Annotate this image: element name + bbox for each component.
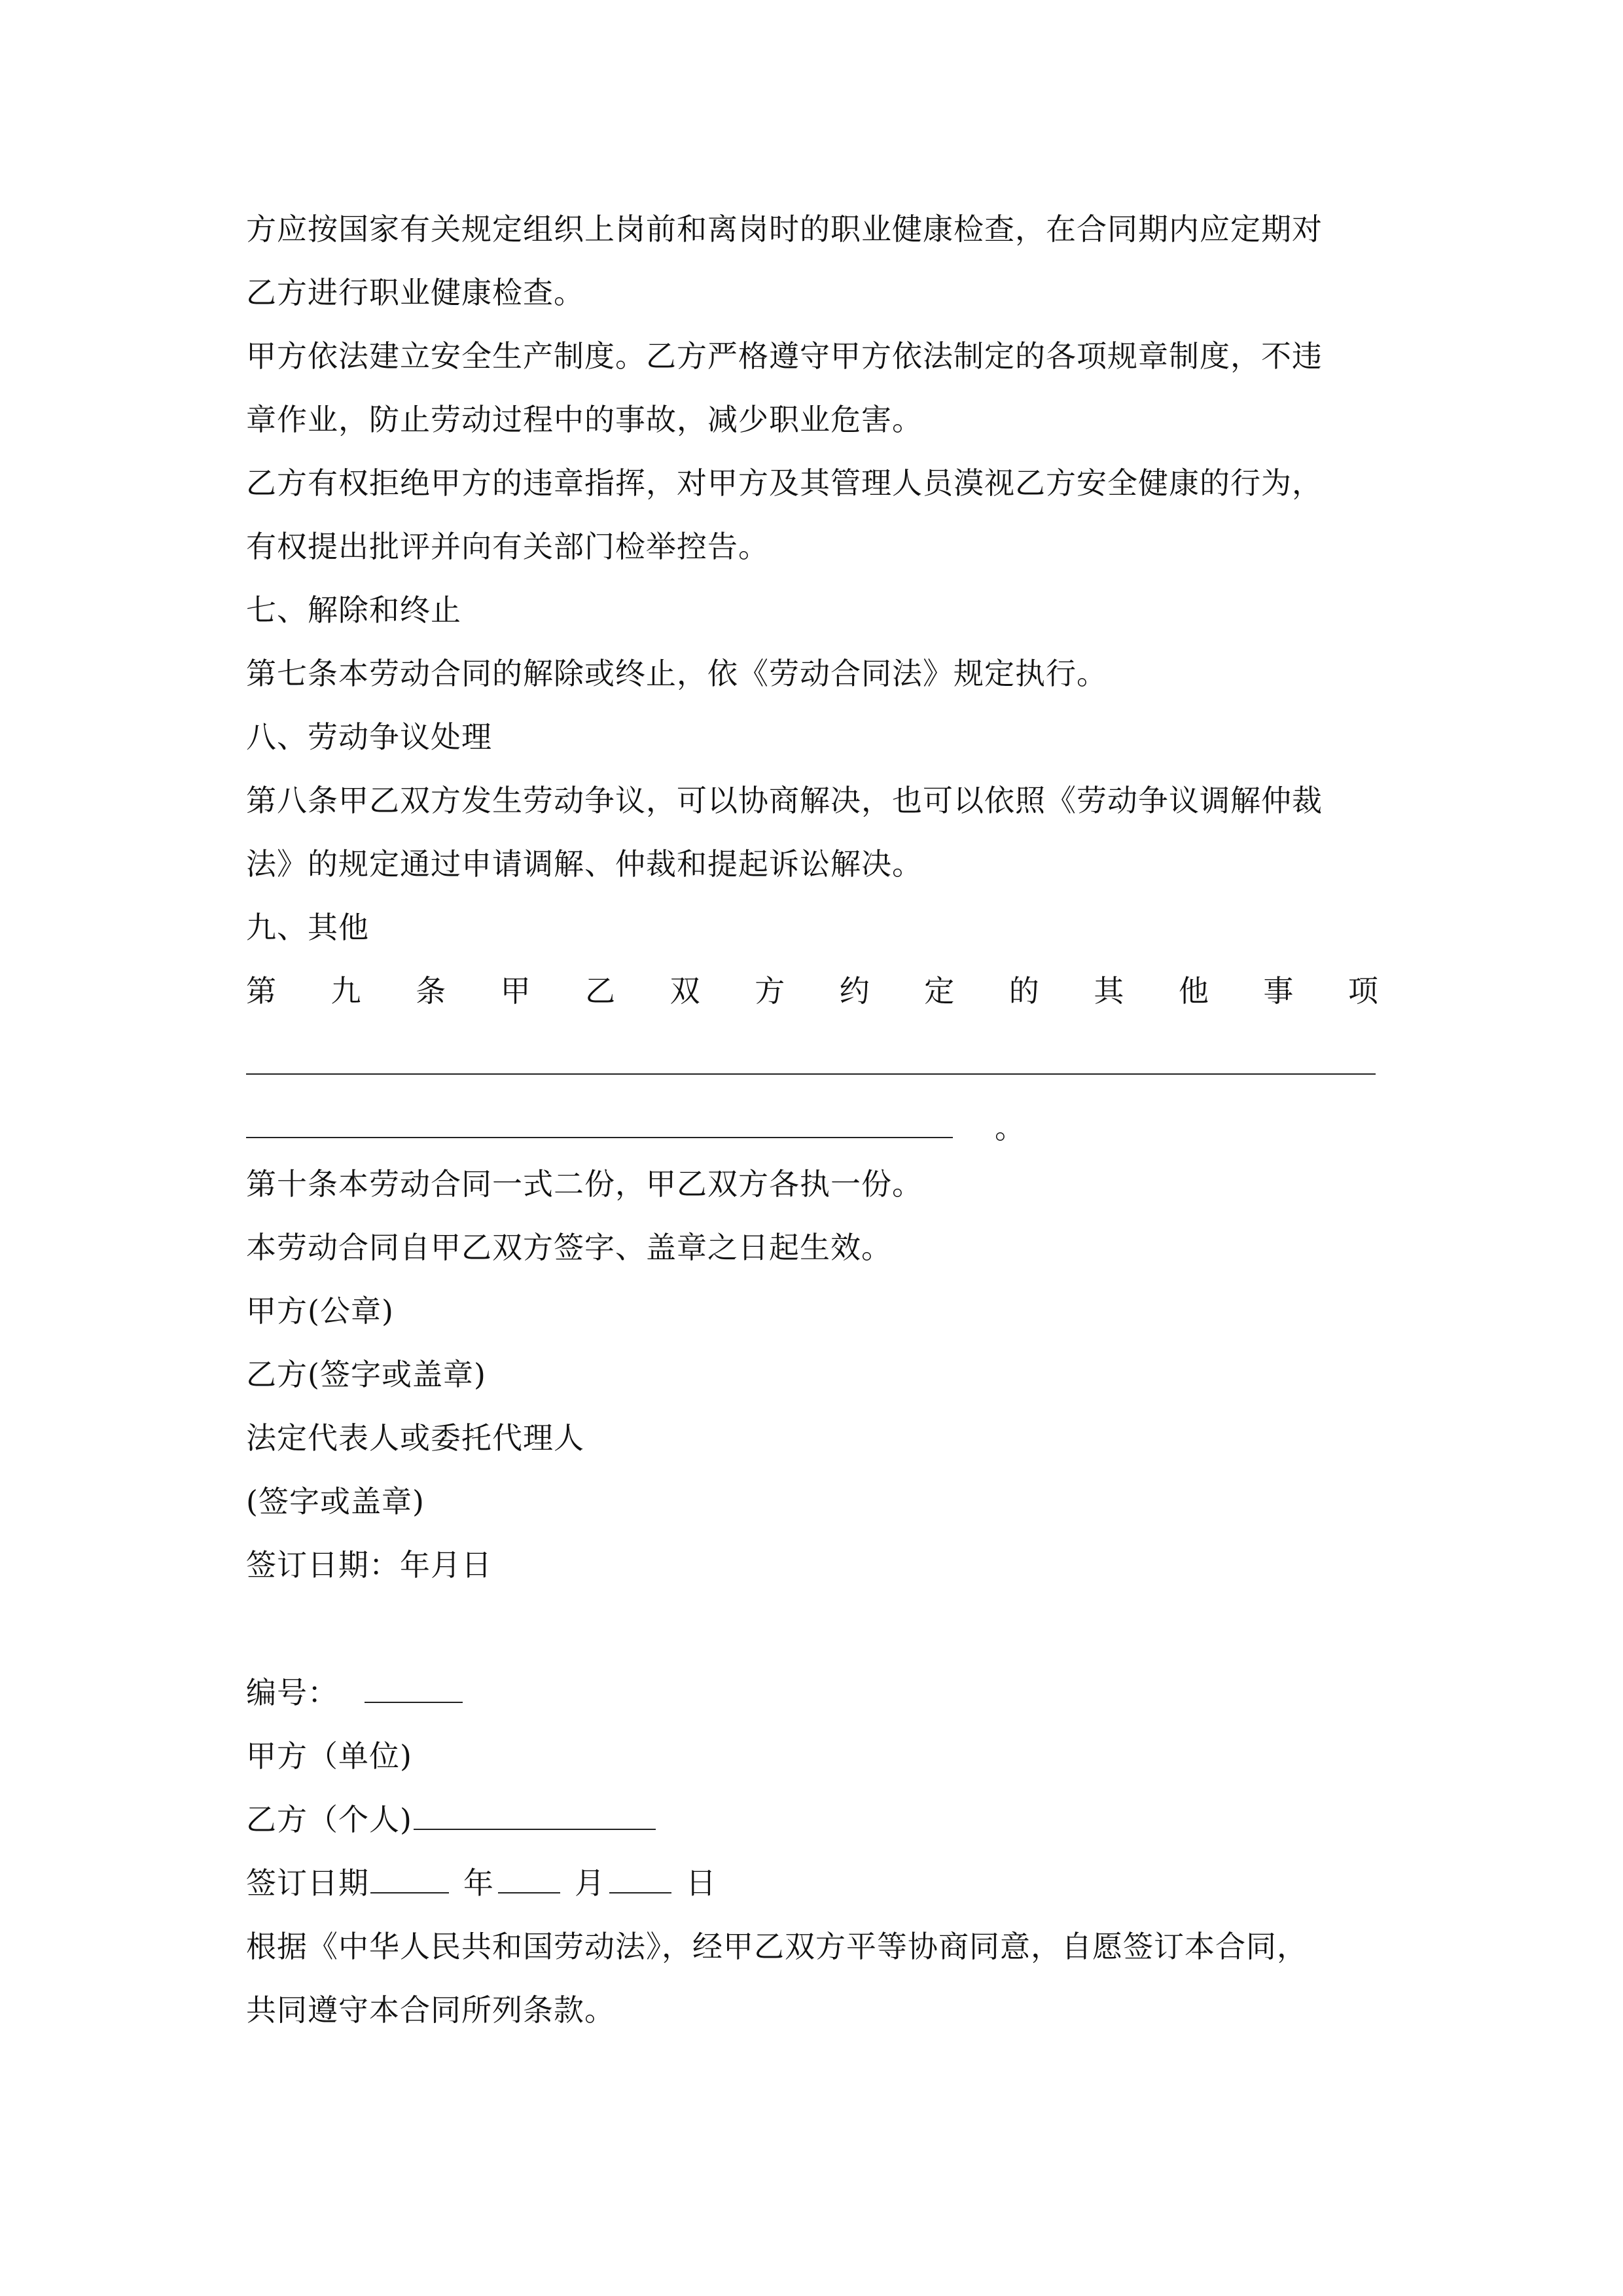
cover-sign-date-label: 签订日期	[246, 1865, 369, 1901]
contract-number-label: 编号：	[246, 1675, 338, 1710]
text-line: 章作业，防止劳动过程中的事故，减少职业危害。	[246, 402, 923, 437]
section-heading: 七、解除和终止	[246, 592, 461, 628]
text-line: 乙方有权拒绝甲方的违章指挥，对甲方及其管理人员漠视乙方安全健康的行为，	[246, 465, 1323, 501]
signature-label: (签字或盖章)	[246, 1484, 425, 1519]
cover-sign-date-row	[246, 1863, 717, 1903]
article9-char: 乙	[585, 973, 616, 1009]
article9-char: 九	[330, 973, 361, 1009]
fill-in-line[interactable]	[246, 1073, 1376, 1075]
year-blank[interactable]	[370, 1863, 449, 1893]
text-line: 第七条本劳动合同的解除或终止，依《劳动合同法》规定执行。	[246, 656, 1107, 691]
article9-char: 方	[755, 973, 785, 1009]
party-b-blank[interactable]	[414, 1800, 656, 1830]
article9-char: 甲	[500, 973, 531, 1009]
article9-char: 约	[839, 973, 870, 1009]
contract-number-blank[interactable]	[365, 1673, 463, 1703]
article9-char: 条	[416, 973, 446, 1009]
text-line: 乙方进行职业健康检查。	[246, 275, 584, 310]
party-a-label: 甲方（单位)	[246, 1738, 412, 1774]
article9-char: 项	[1347, 973, 1378, 1009]
year-label: 年	[463, 1865, 494, 1901]
party-b-label: 乙方（个人)	[246, 1802, 412, 1837]
text-line: 法》的规定通过申请调解、仲裁和提起诉讼解决。	[246, 846, 923, 882]
section-heading: 八、劳动争议处理	[246, 719, 492, 755]
sign-date-label: 签订日期：年月日	[246, 1547, 492, 1583]
text-line: 本劳动合同自甲乙双方签字、盖章之日起生效。	[246, 1230, 892, 1265]
text-line: 甲方依法建立安全生产制度。乙方严格遵守甲方依法制定的各项规章制度，不违	[246, 338, 1323, 374]
article9-char: 第	[246, 973, 276, 1009]
section-heading: 九、其他	[246, 910, 369, 945]
intro-line: 根据《中华人民共和国劳动法》，经甲乙双方平等协商同意，自愿签订本合同，	[246, 1929, 1308, 1964]
signature-label: 法定代表人或委托代理人	[246, 1420, 584, 1456]
article9-char: 事	[1263, 973, 1294, 1009]
text-line: 方应按国家有关规定组织上岗前和离岗时的职业健康检查，在合同期内应定期对	[246, 211, 1323, 247]
day-blank[interactable]	[609, 1863, 671, 1893]
text-line: 第十条本劳动合同一式二份，甲乙双方各执一份。	[246, 1166, 923, 1202]
intro-line: 共同遵守本合同所列条款。	[246, 1992, 615, 2028]
article9-line	[246, 971, 1378, 1011]
article9-char: 的	[1008, 973, 1039, 1009]
day-label: 日	[686, 1865, 717, 1901]
signature-label: 甲方(公章)	[246, 1293, 394, 1329]
contract-number-row	[246, 1673, 467, 1712]
fill-in-line[interactable]	[246, 1137, 953, 1138]
month-label: 月	[575, 1865, 605, 1901]
text-line: 第八条甲乙双方发生劳动争议，可以协商解决，也可以依照《劳动争议调解仲裁	[246, 783, 1323, 818]
signature-label: 乙方(签字或盖章)	[246, 1357, 486, 1392]
article9-char: 双	[669, 973, 700, 1009]
article9-end-mark: 。	[995, 1110, 1025, 1145]
article9-char: 定	[924, 973, 955, 1009]
text-line: 有权提出批评并向有关部门检举控告。	[246, 529, 769, 564]
article9-char: 他	[1178, 973, 1209, 1009]
article9-char: 其	[1094, 973, 1124, 1009]
month-blank[interactable]	[498, 1863, 560, 1893]
party-b-row	[246, 1800, 660, 1839]
